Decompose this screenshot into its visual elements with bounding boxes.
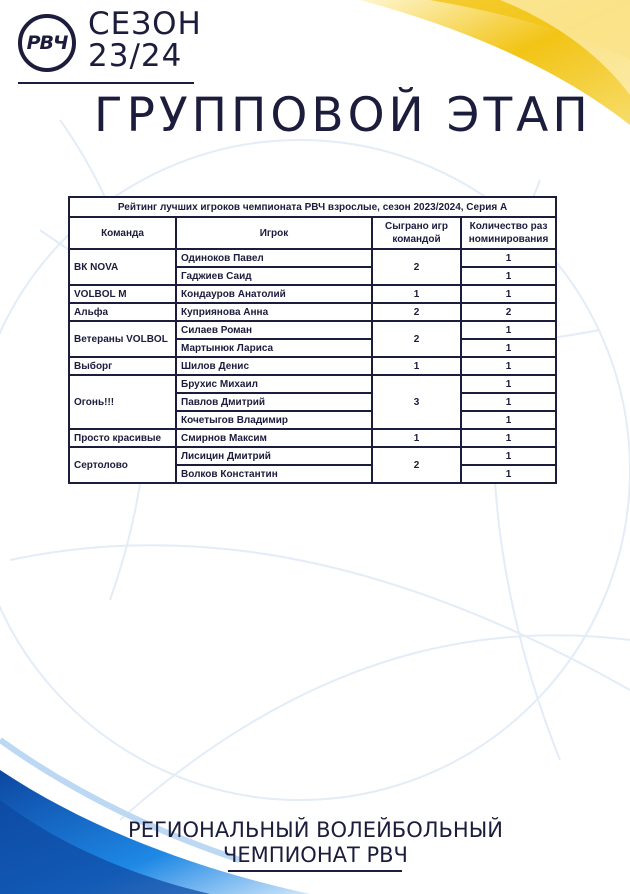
player-cell: Смирнов Максим xyxy=(176,429,372,447)
player-cell: Одиноков Павел xyxy=(176,249,372,267)
table-row xyxy=(69,447,556,465)
header-player: Игрок xyxy=(176,217,372,249)
nominations-cell: 2 xyxy=(461,303,556,321)
team-cell: ВК NOVA xyxy=(69,249,176,285)
header-team: Команда xyxy=(69,217,176,249)
nominations-cell: 1 xyxy=(461,321,556,339)
nominations-cell: 1 xyxy=(461,249,556,267)
footer-line1: РЕГИОНАЛЬНЫЙ ВОЛЕЙБОЛЬНЫЙ xyxy=(128,818,503,842)
games-cell: 2 xyxy=(372,303,461,321)
team-cell: Ветераны VOLBOL xyxy=(69,321,176,357)
season-years: 23/24 xyxy=(88,38,183,74)
table-row xyxy=(69,429,556,447)
games-cell: 1 xyxy=(372,429,461,447)
player-cell: Гаджиев Саид xyxy=(176,267,372,285)
stage-title: ГРУППОВОЙ ЭТАП xyxy=(94,88,592,143)
player-cell: Кочетыгов Владимир xyxy=(176,411,372,429)
games-cell: 2 xyxy=(372,321,461,357)
nominations-cell: 1 xyxy=(461,339,556,357)
table-row xyxy=(69,303,556,321)
nominations-cell: 1 xyxy=(461,429,556,447)
nominations-cell: 1 xyxy=(461,465,556,483)
player-cell: Куприянова Анна xyxy=(176,303,372,321)
player-cell: Силаев Роман xyxy=(176,321,372,339)
nominations-cell: 1 xyxy=(461,285,556,303)
player-cell: Шилов Денис xyxy=(176,357,372,375)
table-caption: Рейтинг лучших игроков чемпионата РВЧ взрослые, сезон 2023/2024, Серия А xyxy=(69,197,556,217)
divider xyxy=(18,82,194,84)
player-cell: Волков Константин xyxy=(176,465,372,483)
games-cell: 3 xyxy=(372,375,461,429)
rvch-logo xyxy=(18,14,76,72)
table-row xyxy=(69,321,556,339)
rating-table xyxy=(68,196,557,484)
nominations-cell: 1 xyxy=(461,411,556,429)
footer-title xyxy=(118,818,513,868)
player-cell: Кондауров Анатолий xyxy=(176,285,372,303)
logo-text: РВЧ xyxy=(26,32,68,54)
season-label xyxy=(88,8,202,72)
team-cell: Просто красивые xyxy=(69,429,176,447)
team-cell: VOLBOL M xyxy=(69,285,176,303)
player-cell: Мартынюк Лариса xyxy=(176,339,372,357)
games-cell: 1 xyxy=(372,357,461,375)
header-games: Сыграно игр командой xyxy=(372,217,461,249)
player-cell: Павлов Дмитрий xyxy=(176,393,372,411)
nominations-cell: 1 xyxy=(461,447,556,465)
team-cell: Выборг xyxy=(69,357,176,375)
table-row xyxy=(69,357,556,375)
footer-underline xyxy=(228,870,402,872)
table-row xyxy=(69,249,556,267)
nominations-cell: 1 xyxy=(461,267,556,285)
team-cell: Сертолово xyxy=(69,447,176,483)
header-nominations: Количество раз номинирования xyxy=(461,217,556,249)
nominations-cell: 1 xyxy=(461,375,556,393)
team-cell: Огонь!!! xyxy=(69,375,176,429)
table-row xyxy=(69,285,556,303)
player-cell: Лисицин Дмитрий xyxy=(176,447,372,465)
table-row xyxy=(69,375,556,393)
games-cell: 1 xyxy=(372,285,461,303)
footer-line2: ЧЕМПИОНАТ РВЧ xyxy=(223,843,408,867)
nominations-cell: 1 xyxy=(461,357,556,375)
season-word: СЕЗОН xyxy=(88,6,202,42)
games-cell: 2 xyxy=(372,447,461,483)
team-cell: Альфа xyxy=(69,303,176,321)
nominations-cell: 1 xyxy=(461,393,556,411)
games-cell: 2 xyxy=(372,249,461,285)
player-cell: Брухис Михаил xyxy=(176,375,372,393)
